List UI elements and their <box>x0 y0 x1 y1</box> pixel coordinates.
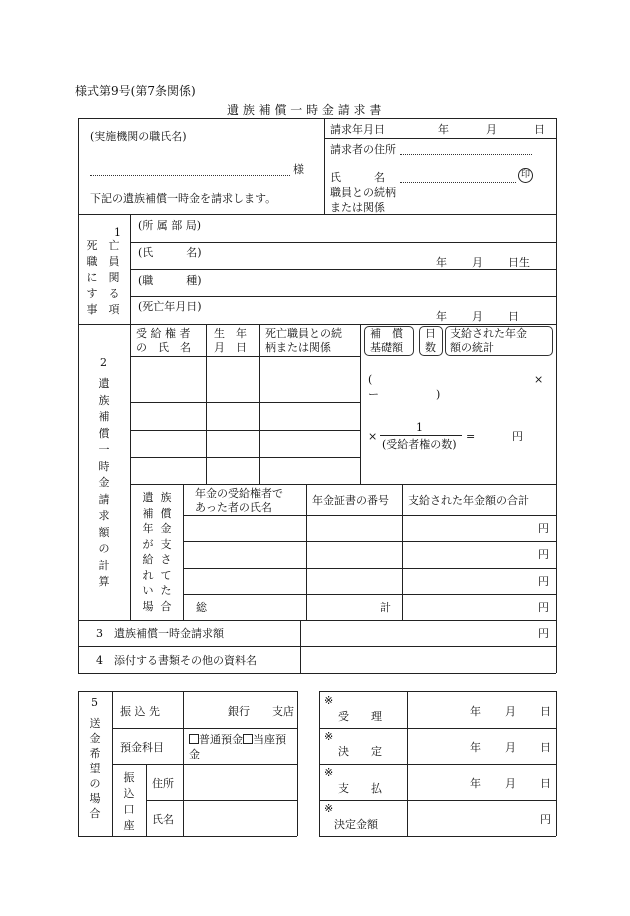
current-deposit-checkbox[interactable] <box>243 734 253 744</box>
sec5-side-label: 送金希望の場合 <box>89 717 101 820</box>
recipient-row3-line <box>130 457 360 458</box>
request-text: 下記の遺族補償一時金を請求します。 <box>90 192 277 205</box>
paid-row2-yen: 円 <box>538 548 549 561</box>
section2-label-divider <box>130 324 131 620</box>
section3-yen: 円 <box>538 627 549 640</box>
section2-number: 2 <box>100 356 107 369</box>
pension-total-line1: 支給された年金 <box>450 327 527 340</box>
deceased-dept-label: (所 属 部 局) <box>138 219 202 232</box>
honorific: 様 <box>293 163 304 176</box>
paid-header-line <box>183 515 556 516</box>
paid-month: 月 <box>505 777 516 790</box>
current-deposit-label-line1: 当座預 <box>253 733 286 746</box>
paid-side-label-col2: 族償金支さてた合 <box>160 491 172 613</box>
sec5-dest-label: 振 込 先 <box>120 705 160 718</box>
death-day: 日 <box>508 310 519 323</box>
section1-side-label-col1: 死職にす事 <box>86 239 98 316</box>
sec5-left-border <box>78 691 79 836</box>
formula-times2: × <box>368 430 378 443</box>
sec5-number: 5 <box>91 696 98 709</box>
formula-yen: 円 <box>512 430 523 443</box>
paid-col-name-line1: 年金の受給権者で <box>195 487 283 500</box>
section1-top-border <box>78 214 556 215</box>
formula-denominator: (受給者権の数) <box>382 438 457 451</box>
request-date-day: 日 <box>534 123 545 136</box>
base-amount-line2: 基礎額 <box>370 341 403 354</box>
office-row2-line <box>319 764 556 765</box>
relation-label-line2: または関係 <box>330 201 385 214</box>
claimant-address-label: 請求者の住所 <box>330 143 396 156</box>
decided-day: 日 <box>540 741 551 754</box>
top-split-line <box>324 118 325 214</box>
col-recipient-header-line1: 受 給 権 者 <box>136 327 191 340</box>
sec5-address-label: 住所 <box>152 777 174 790</box>
received-year: 年 <box>470 705 481 718</box>
section1-row3-line <box>130 296 556 297</box>
recipient-row1-line <box>130 402 360 403</box>
section3-label: 3 遺族補償一時金請求額 <box>96 627 224 640</box>
table-top-border <box>78 118 556 119</box>
section4-label: 4 添付する書類その他の資料名 <box>96 654 257 667</box>
form-title: 遺 族 補 償 一 時 金 請 求 書 <box>227 103 382 117</box>
recipient-header-line <box>130 356 360 357</box>
received-mark: ※ <box>324 694 334 707</box>
paid-label: 支 払 <box>338 782 382 795</box>
paid-day: 日 <box>540 777 551 790</box>
recipient-col-divider2 <box>259 324 260 484</box>
col-recipient-header-line2: の 氏 名 <box>136 341 191 354</box>
sec5-bottom-border <box>78 836 297 837</box>
death-year: 年 <box>436 310 447 323</box>
sec5-bank: 銀行 <box>228 705 250 718</box>
sec5-name-label: 氏名 <box>152 813 174 826</box>
table-left-border <box>78 118 79 673</box>
sec5-branch: 支店 <box>272 705 294 718</box>
col-birth-header-line2: 月 日 <box>214 341 247 354</box>
formula-numerator: 1 <box>416 421 423 434</box>
seal-mark: 印 <box>518 168 533 183</box>
paid-row2-line <box>183 568 556 569</box>
section4-top-border <box>78 646 556 647</box>
birth-day: 日生 <box>508 256 530 269</box>
ordinary-deposit-checkbox[interactable] <box>189 734 199 744</box>
received-month: 月 <box>505 705 516 718</box>
current-deposit-label-line2: 金 <box>189 748 200 761</box>
received-day: 日 <box>540 705 551 718</box>
paid-total-yen: 円 <box>538 601 549 614</box>
table-bottom-border <box>78 673 556 674</box>
section2-top-border <box>78 324 556 325</box>
col-birth-header-line1: 生 年 <box>214 327 247 340</box>
paid-section-top-line <box>130 484 556 485</box>
col-relation-header-line1: 死亡職員との続 <box>265 327 342 340</box>
office-bottom-border <box>319 836 556 837</box>
days-line2: 数 <box>425 341 436 354</box>
pension-total-line2: 額の統計 <box>450 341 494 354</box>
agency-name-dotted-line <box>90 175 290 176</box>
formula-equals: = <box>466 430 476 443</box>
sec5-account-side-label: 振込口座 <box>123 771 135 832</box>
section1-row2-line <box>130 269 556 270</box>
death-month: 月 <box>472 310 483 323</box>
decided-amount-label: 決定金額 <box>334 818 378 831</box>
paid-total-right: 計 <box>380 601 391 614</box>
days-line1: 日 <box>425 327 436 340</box>
formula-times: × <box>534 373 544 386</box>
request-date-underline <box>324 138 556 139</box>
request-date-month: 月 <box>486 123 497 136</box>
claimant-name-label: 氏 名 <box>330 171 385 184</box>
office-row1-line <box>319 728 556 729</box>
paid-mark: ※ <box>324 766 334 779</box>
deceased-name-label: (氏 名) <box>138 246 202 259</box>
agency-label: (実施機関の職氏名) <box>90 130 187 143</box>
decided-amount-mark: ※ <box>324 802 334 815</box>
decided-mark: ※ <box>324 730 334 743</box>
paid-row1-yen: 円 <box>538 522 549 535</box>
base-amount-line1: 補 償 <box>370 327 403 340</box>
decided-year: 年 <box>470 741 481 754</box>
form-number: 様式第9号(第7条関係) <box>75 84 196 98</box>
formula-minus: ー <box>368 388 379 401</box>
office-top-border <box>319 691 556 692</box>
sec5-row1-line <box>112 728 297 729</box>
paid-col-cert: 年金証書の番号 <box>312 494 389 507</box>
paid-side-label-col1: 遺補年が給れい場 <box>142 491 154 613</box>
decided-amount-yen: 円 <box>540 813 551 826</box>
section3-top-border <box>78 620 556 621</box>
office-right-border <box>556 691 557 836</box>
relation-label-line1: 職員との続柄 <box>330 186 396 199</box>
section1-row1-line <box>130 242 556 243</box>
sec5-row2-line <box>112 764 297 765</box>
sec5-deposit-type-label: 預金科目 <box>120 741 164 754</box>
paid-col-sum: 支給された年金額の合計 <box>408 494 529 507</box>
claimant-address-dotted-line[interactable] <box>400 154 532 155</box>
birth-month: 月 <box>472 256 483 269</box>
decided-month: 月 <box>505 741 516 754</box>
deceased-job-label: (職 種) <box>138 274 202 287</box>
paid-col-name-line2: あった者の氏名 <box>195 501 272 514</box>
office-row3-line <box>319 800 556 801</box>
sec5-top-border <box>78 691 297 692</box>
received-label: 受 理 <box>338 710 382 723</box>
recipient-row2-line <box>130 430 360 431</box>
birth-year: 年 <box>436 256 447 269</box>
death-date-label: (死亡年月日) <box>138 300 202 313</box>
paid-label-divider <box>183 484 184 620</box>
paid-total-left: 総 <box>196 601 207 614</box>
formula-fraction-bar <box>380 435 462 436</box>
section2-side-label: 遺族補償一時金請求額の計算 <box>98 377 110 588</box>
recipient-col-divider3 <box>360 324 361 484</box>
request-date-year: 年 <box>438 123 449 136</box>
ordinary-deposit-label: 普通預金 <box>199 733 243 746</box>
formula-close-paren: ) <box>436 388 441 401</box>
request-date-label: 請求年月日 <box>330 123 385 136</box>
section1-side-label-col2: 亡員関る項 <box>108 239 120 316</box>
col-relation-header-line2: 柄または関係 <box>265 341 331 354</box>
decided-label: 決 定 <box>338 745 382 758</box>
recipient-col-divider1 <box>206 324 207 484</box>
formula-open-paren: ( <box>368 373 373 386</box>
table-right-border <box>556 118 557 673</box>
paid-col-divider2 <box>402 484 403 620</box>
paid-row3-line <box>183 594 556 595</box>
sec5-right-border <box>297 691 298 836</box>
sec5-deposit-options <box>189 733 286 746</box>
sec5-row3-line <box>146 800 297 801</box>
paid-row3-yen: 円 <box>538 575 549 588</box>
paid-col-divider1 <box>306 484 307 620</box>
claimant-name-dotted-line[interactable] <box>400 182 516 183</box>
paid-row1-line <box>183 541 556 542</box>
paid-year: 年 <box>470 777 481 790</box>
section1-number: 1 <box>114 226 121 239</box>
